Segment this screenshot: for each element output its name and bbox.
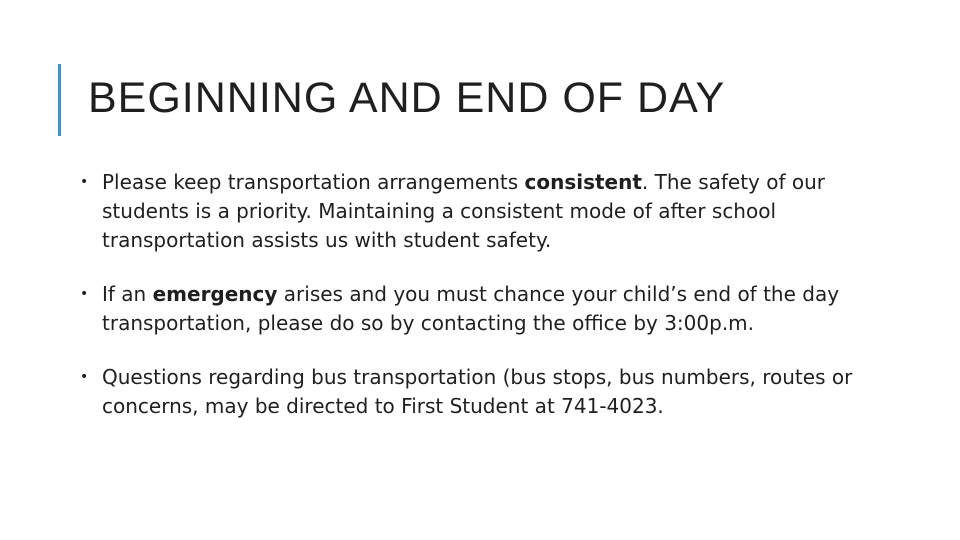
slide-title: BEGINNING AND END OF DAY xyxy=(88,74,726,122)
bullet-item-emergency-change xyxy=(80,280,900,338)
bullet-list xyxy=(80,168,900,446)
bullet-text-end: arises and you must chance your child’s end of the day transportation, please do so by contacting the office by 3:00p.m. xyxy=(102,282,840,335)
bullet-text-start: Questions regarding bus transportation (bus stops, bus numbers, routes or concerns, may be directed to First Student at 741-4023. xyxy=(102,365,853,418)
bullet-dot-icon: • xyxy=(80,174,89,190)
bullet-text-end: . The safety of our students is a priority. Maintaining a consistent mode of after school transportation assists us with student safety. xyxy=(102,170,826,252)
bullet-dot-icon: • xyxy=(80,369,89,385)
bullet-item-bus-questions xyxy=(80,363,900,421)
bullet-emphasis: emergency xyxy=(152,282,278,306)
title-accent-bar xyxy=(58,64,61,136)
bullet-item-transportation-consistency xyxy=(80,168,900,255)
bullet-text-start: If an xyxy=(102,282,153,306)
bullet-emphasis: consistent xyxy=(524,170,642,194)
bullet-dot-icon: • xyxy=(80,286,89,302)
bullet-text-start: Please keep transportation arrangements xyxy=(102,170,525,194)
